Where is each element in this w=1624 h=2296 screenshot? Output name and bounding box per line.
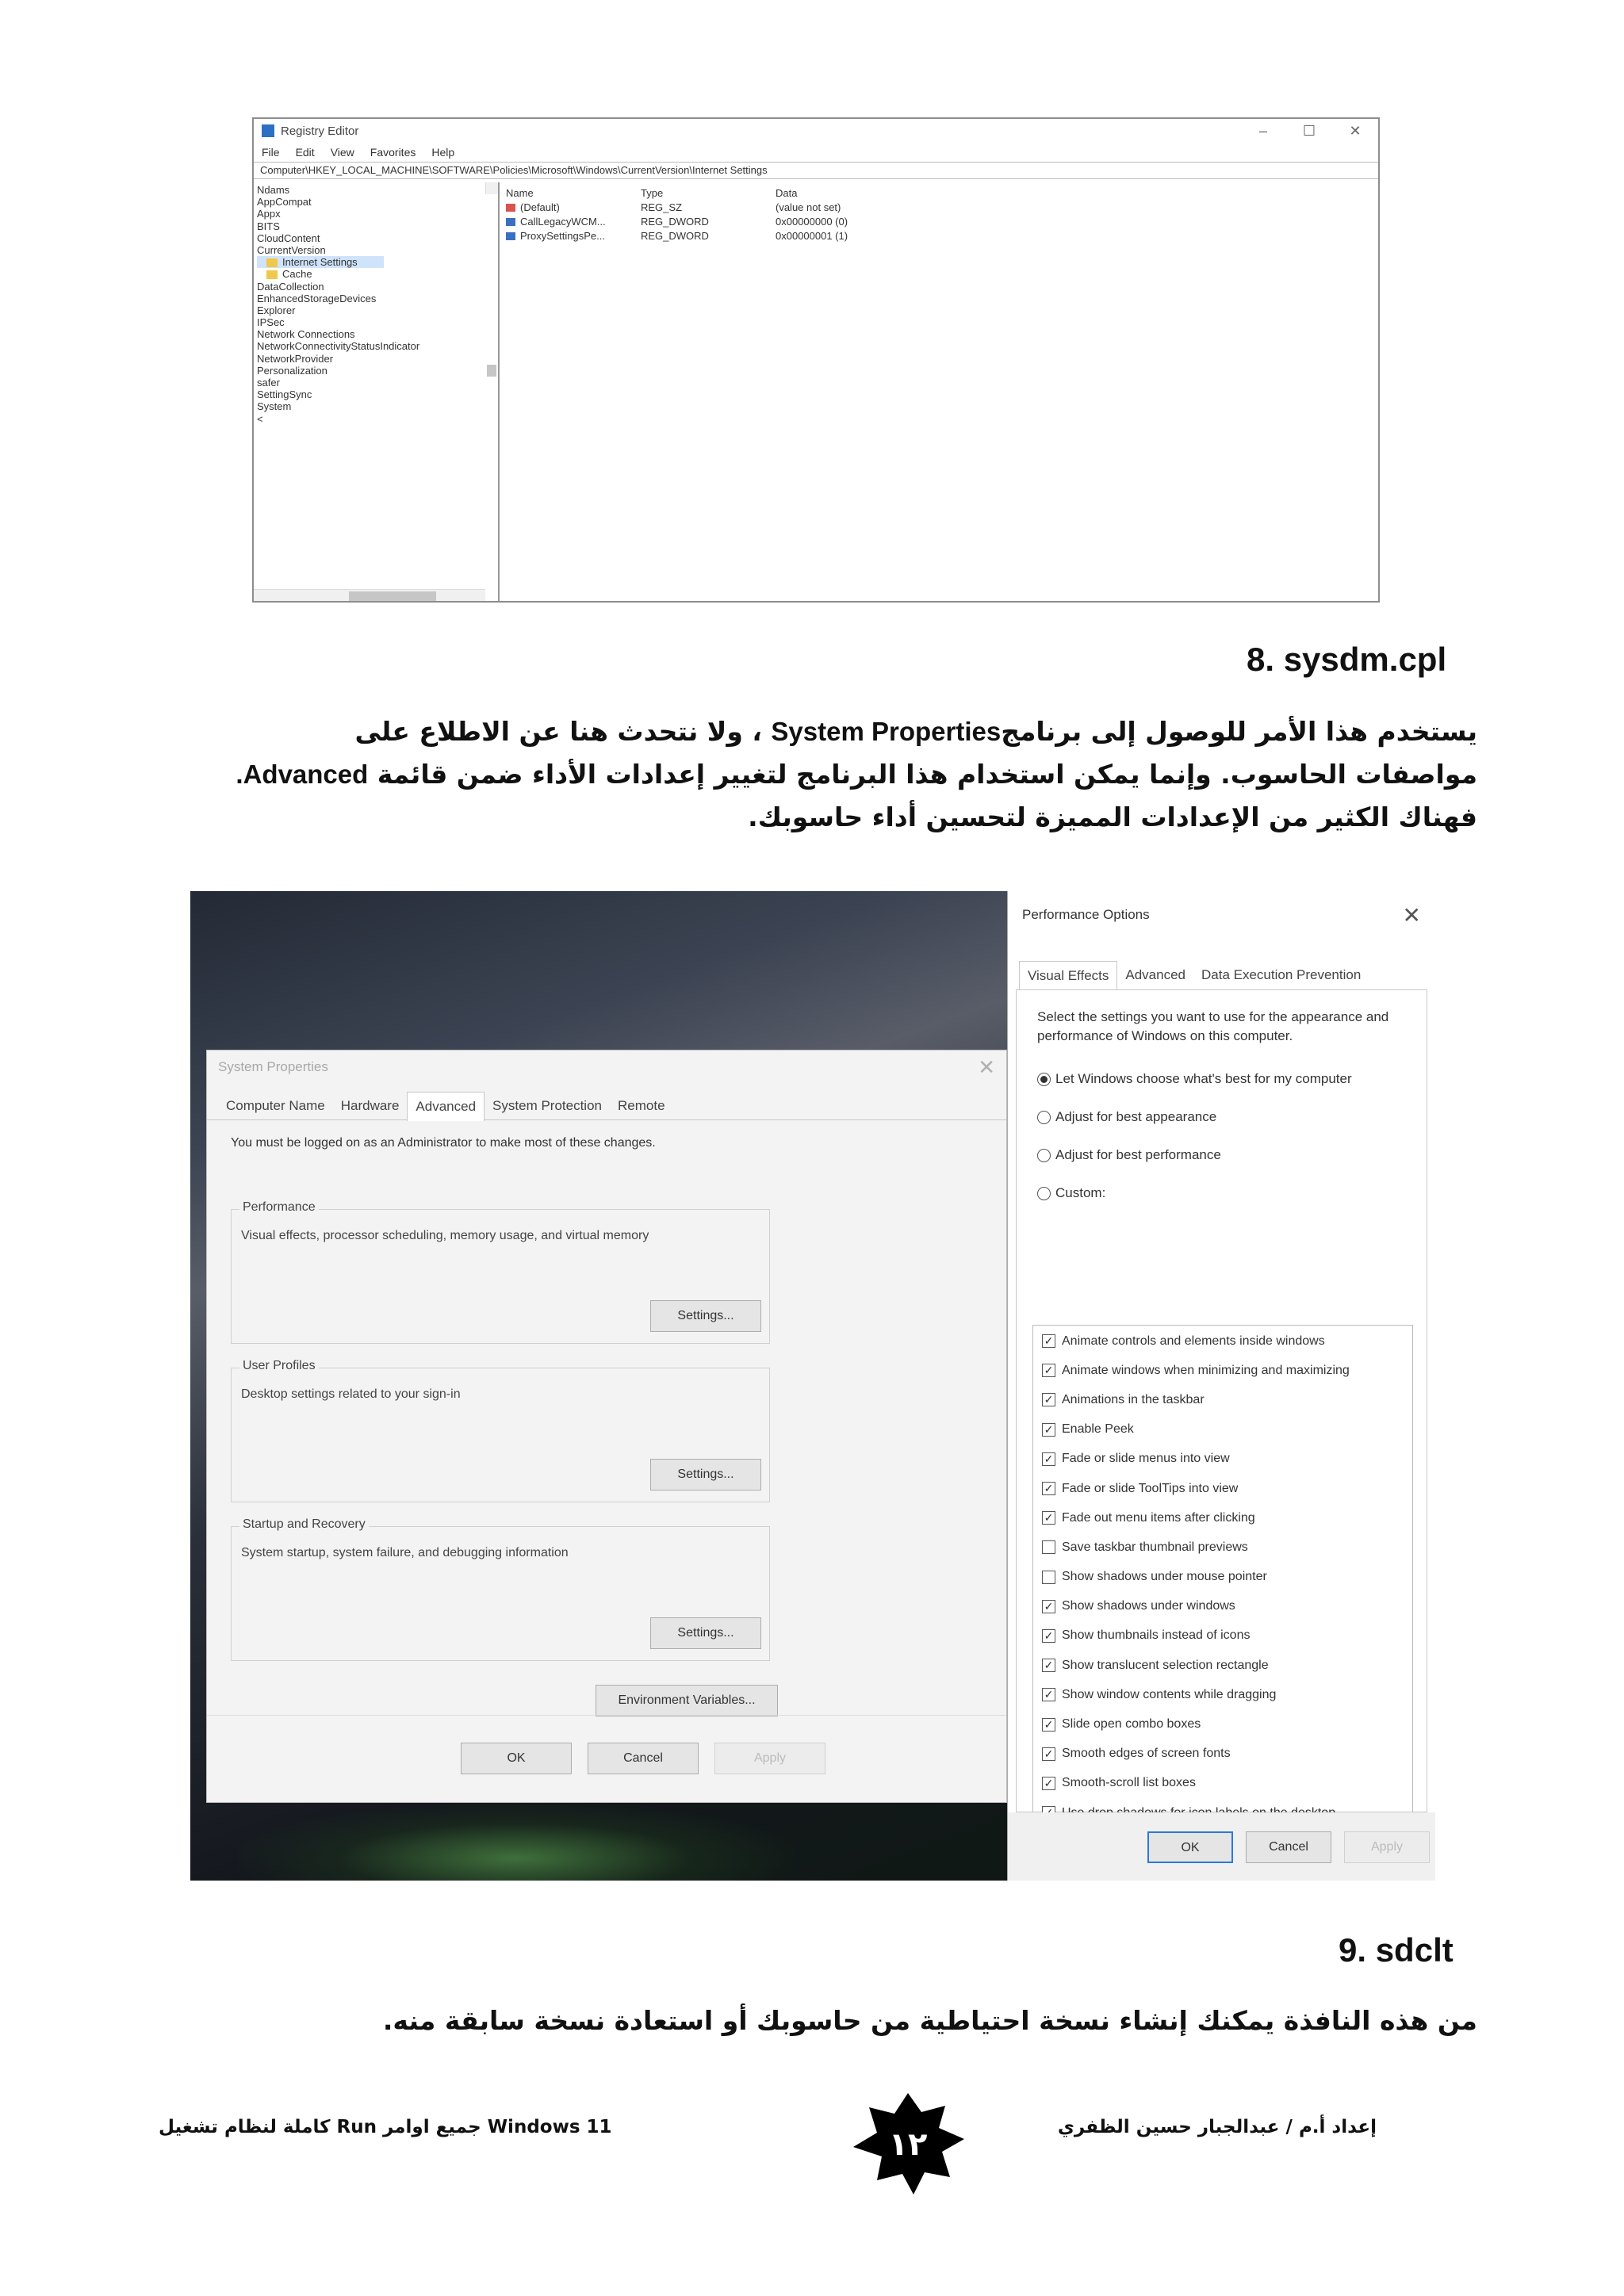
effect-label: Fade or slide ToolTips into view — [1062, 1481, 1239, 1495]
checkbox-checked-icon[interactable]: ✓ — [1042, 1600, 1055, 1613]
string-value-icon — [506, 204, 515, 212]
minimize-button[interactable]: – — [1258, 122, 1267, 139]
effect-label: Show shadows under mouse pointer — [1062, 1570, 1267, 1584]
apply-button[interactable]: Apply — [714, 1743, 825, 1774]
checkbox-checked-icon[interactable]: ✓ — [1042, 1334, 1055, 1348]
column-name[interactable]: Name — [506, 186, 534, 199]
system-properties-dialog — [206, 1050, 1007, 1803]
checkbox-checked-icon[interactable]: ✓ — [1042, 1659, 1055, 1672]
performance-options-dialog — [1007, 891, 1435, 1881]
effect-checkbox-row[interactable] — [1037, 1769, 1435, 1798]
footer-author: إعداد أ.م / عبدالجبار حسين الظفري — [1057, 2117, 1377, 2137]
effect-label: Fade or slide menus into view — [1062, 1452, 1230, 1466]
startup-settings-button[interactable]: Settings... — [650, 1617, 761, 1649]
tab-advanced[interactable]: Advanced — [1125, 967, 1185, 982]
effect-checkbox-row[interactable] — [1037, 1651, 1435, 1680]
effect-label: Enable Peek — [1062, 1422, 1134, 1437]
dword-value-icon — [506, 232, 515, 240]
effect-label: Show shadows under windows — [1062, 1599, 1235, 1613]
performance-footer — [1008, 1812, 1435, 1881]
admin-note: You must be logged on as an Administrator to make most of these changes. — [231, 1136, 656, 1150]
effect-label: Show window contents while dragging — [1062, 1687, 1277, 1701]
checkbox-checked-icon[interactable]: ✓ — [1042, 1718, 1055, 1732]
tab-hardware[interactable]: Hardware — [340, 1098, 400, 1113]
system-properties-screenshot — [190, 891, 1435, 1881]
tree-scroll-left[interactable]: < — [257, 412, 263, 425]
tree-item-selected[interactable]: Internet Settings — [257, 256, 384, 268]
section-9-heading: 9. sdclt — [1339, 1931, 1454, 1969]
section-8-heading: 8. sysdm.cpl — [1247, 641, 1447, 678]
tree-item[interactable]: SettingSync — [257, 388, 312, 401]
apply-button[interactable]: Apply — [1344, 1831, 1430, 1863]
group-description: Desktop settings related to your sign-in — [241, 1387, 461, 1401]
menu-edit[interactable]: Edit — [295, 146, 315, 159]
page-number-badge — [848, 2090, 967, 2198]
tree-item[interactable]: CurrentVersion — [257, 243, 326, 256]
section-9-text: من هذه النافذة يمكنك إنشاء نسخة احتياطية من حاسوبك أو استعادة نسخة سابقة منه. — [382, 2005, 1477, 2036]
cancel-button[interactable]: Cancel — [588, 1743, 699, 1774]
column-type[interactable]: Type — [641, 186, 664, 199]
checkbox-checked-icon[interactable]: ✓ — [1042, 1452, 1055, 1466]
tab-dep[interactable]: Data Execution Prevention — [1201, 967, 1362, 982]
effect-checkbox-row[interactable] — [1037, 1415, 1435, 1445]
tab-remote[interactable]: Remote — [618, 1098, 665, 1113]
system-properties-tabs — [207, 1092, 1006, 1120]
checkbox-checked-icon[interactable]: ✓ — [1042, 1747, 1055, 1761]
group-label: User Profiles — [239, 1359, 319, 1373]
effect-checkbox-row[interactable] — [1037, 1592, 1435, 1621]
dword-value-icon — [506, 218, 515, 226]
menu-view[interactable]: View — [330, 146, 354, 159]
close-icon[interactable]: ✕ — [978, 1055, 995, 1079]
tree-item[interactable]: DataCollection — [257, 280, 324, 293]
tree-item[interactable]: Personalization — [257, 364, 327, 377]
radio-icon — [1037, 1111, 1051, 1124]
tree-item[interactable]: System — [257, 400, 292, 413]
group-label: Performance — [239, 1200, 319, 1215]
radio-best-performance[interactable]: Adjust for best performance — [1037, 1136, 1427, 1174]
section-8-line-3: فهناك الكثير من الإعدادات المميزة لتحسين أداء حاسوبك. — [748, 802, 1477, 832]
effect-checkbox-row[interactable] — [1037, 1503, 1435, 1533]
ok-button[interactable]: OK — [461, 1743, 572, 1774]
registry-menubar — [254, 143, 1378, 162]
registry-tree[interactable] — [254, 182, 500, 601]
visual-effects-intro: Select the settings you want to use for the appearance and performance of Windows on this computer. — [1037, 1009, 1389, 1043]
tab-advanced[interactable]: Advanced — [407, 1092, 485, 1121]
menu-help[interactable]: Help — [431, 146, 455, 159]
effect-checkbox-row[interactable] — [1037, 1563, 1435, 1592]
value-row[interactable]: (Default) REG_SZ (value not set) — [506, 200, 1372, 214]
effect-checkbox-row[interactable] — [1037, 1385, 1435, 1414]
user-profiles-settings-button[interactable]: Settings... — [650, 1459, 761, 1490]
system-properties-footer — [207, 1715, 1006, 1802]
tab-system-protection[interactable]: System Protection — [492, 1098, 602, 1113]
radio-best-appearance[interactable]: Adjust for best appearance — [1037, 1098, 1427, 1136]
checkbox-checked-icon[interactable]: ✓ — [1042, 1482, 1055, 1495]
wallpaper-glow — [238, 1803, 793, 1881]
registry-titlebar — [254, 119, 1378, 143]
section-8-line-2: مواصفات الحاسوب. وإنما يمكن استخدام هذا البرنامج لتغيير إعدادات الأداء ضمن قائمة Advanced. — [236, 759, 1477, 790]
folder-icon — [266, 258, 278, 267]
effect-checkbox-row[interactable] — [1037, 1709, 1435, 1739]
ok-button[interactable]: OK — [1147, 1831, 1233, 1863]
performance-settings-button[interactable]: Settings... — [650, 1300, 761, 1332]
checkbox-unchecked-icon[interactable] — [1042, 1571, 1055, 1584]
tree-item[interactable]: Network Connections — [257, 328, 355, 341]
effect-checkbox-row[interactable] — [1037, 1739, 1435, 1769]
tree-item[interactable]: Appx — [257, 208, 281, 220]
tree-item[interactable]: IPSec — [257, 316, 285, 329]
close-button[interactable]: ✕ — [1349, 122, 1362, 139]
registry-title: Registry Editor — [281, 124, 359, 138]
tree-horizontal-scrollbar[interactable] — [254, 589, 485, 601]
effect-label: Save taskbar thumbnail previews — [1062, 1540, 1248, 1554]
effect-label: Fade out menu items after clicking — [1062, 1510, 1255, 1525]
tree-item[interactable]: Ndams — [257, 184, 290, 196]
effect-label: Slide open combo boxes — [1062, 1717, 1201, 1732]
footer-title: Windows 11 جميع اوامر Run كاملة لنظام تشغيل — [159, 2117, 612, 2137]
checkbox-checked-icon[interactable]: ✓ — [1042, 1423, 1055, 1437]
tree-item[interactable]: CloudContent — [257, 232, 320, 244]
radio-selected-icon — [1037, 1073, 1051, 1086]
scroll-thumb[interactable] — [487, 365, 496, 377]
tree-item[interactable]: AppCompat — [257, 196, 312, 209]
effect-label: Show translucent selection rectangle — [1062, 1658, 1269, 1672]
tree-item[interactable]: safer — [257, 377, 280, 388]
effect-checkbox-row[interactable] — [1037, 1680, 1435, 1709]
tree-item[interactable]: BITS — [257, 220, 280, 232]
effect-label: Smooth-scroll list boxes — [1062, 1776, 1196, 1790]
tree-item[interactable]: NetworkConnectivityStatusIndicator — [257, 340, 420, 353]
group-description: System startup, system failure, and debugging information — [241, 1546, 569, 1559]
effect-checkbox-row[interactable] — [1037, 1356, 1435, 1385]
performance-options-title: Performance Options — [1022, 907, 1150, 922]
value-row[interactable]: CallLegacyWCM... REG_DWORD 0x00000000 (0) — [506, 214, 1372, 228]
tree-item[interactable]: NetworkProvider — [257, 352, 334, 365]
group-description: Visual effects, processor scheduling, memory usage, and virtual memory — [241, 1229, 649, 1242]
column-data[interactable]: Data — [776, 186, 798, 199]
environment-variables-button[interactable]: Environment Variables... — [596, 1685, 778, 1716]
scroll-thumb[interactable] — [349, 591, 436, 603]
effect-checkbox-row[interactable] — [1037, 1533, 1435, 1562]
radio-custom[interactable]: Custom: — [1037, 1174, 1427, 1212]
registry-app-icon — [262, 124, 274, 137]
folder-icon — [266, 270, 278, 279]
tab-computer-name[interactable]: Computer Name — [226, 1098, 325, 1113]
checkbox-checked-icon[interactable]: ✓ — [1042, 1629, 1055, 1643]
effect-checkbox-row[interactable] — [1037, 1621, 1435, 1651]
user-profiles-group — [231, 1359, 770, 1502]
menu-favorites[interactable]: Favorites — [370, 146, 416, 159]
tree-item[interactable]: EnhancedStorageDevices — [257, 292, 377, 304]
effect-checkbox-row[interactable] — [1037, 1445, 1435, 1474]
startup-recovery-group — [231, 1517, 770, 1661]
checkbox-checked-icon[interactable]: ✓ — [1042, 1777, 1055, 1790]
effects-checkbox-list — [1037, 1326, 1435, 1827]
effect-label: Show thumbnails instead of icons — [1062, 1628, 1251, 1643]
effect-label: Animations in the taskbar — [1062, 1392, 1205, 1406]
effect-label: Animate controls and elements inside windows — [1062, 1334, 1325, 1348]
effect-label: Animate windows when minimizing and maximizing — [1062, 1363, 1350, 1377]
visual-effects-panel — [1016, 989, 1427, 1812]
performance-tabs — [1016, 961, 1369, 989]
tree-item[interactable]: Explorer — [257, 304, 296, 316]
group-label: Startup and Recovery — [239, 1517, 369, 1532]
menu-file[interactable]: File — [262, 146, 280, 159]
checkbox-checked-icon[interactable]: ✓ — [1042, 1393, 1055, 1406]
registry-values-pane — [500, 182, 1378, 601]
close-icon[interactable]: ✕ — [1402, 903, 1421, 928]
page-number: ١٢ — [888, 2126, 928, 2163]
radio-icon — [1037, 1187, 1051, 1200]
effect-checkbox-row[interactable] — [1037, 1326, 1435, 1356]
value-row[interactable]: ProxySettingsPe... REG_DWORD 0x00000001 (1) — [506, 228, 1372, 243]
checkbox-checked-icon[interactable]: ✓ — [1042, 1511, 1055, 1525]
checkbox-checked-icon[interactable]: ✓ — [1042, 1364, 1055, 1377]
performance-group — [231, 1200, 770, 1344]
effect-label: Smooth edges of screen fonts — [1062, 1747, 1231, 1761]
effect-checkbox-row[interactable] — [1037, 1474, 1435, 1503]
section-8-line-1: يستخدم هذا الأمر للوصول إلى برنامجSystem Properties ، ولا نتحدث هنا عن الاطلاع على — [354, 716, 1477, 747]
address-bar[interactable]: Computer\HKEY_LOCAL_MACHINE\SOFTWARE\Policies\Microsoft\Windows\CurrentVersion\Internet Settings — [254, 162, 1378, 179]
maximize-button[interactable]: ☐ — [1302, 122, 1316, 139]
radio-let-windows-choose[interactable]: Let Windows choose what's best for my computer — [1037, 1060, 1427, 1098]
checkbox-checked-icon[interactable]: ✓ — [1042, 1688, 1055, 1701]
tree-vertical-scrollbar[interactable] — [485, 182, 498, 194]
tree-item[interactable]: Cache — [257, 268, 495, 280]
tab-visual-effects[interactable]: Visual Effects — [1019, 961, 1117, 990]
cancel-button[interactable]: Cancel — [1246, 1831, 1331, 1863]
registry-editor-screenshot — [252, 117, 1380, 603]
radio-icon — [1037, 1149, 1051, 1162]
checkbox-unchecked-icon[interactable] — [1042, 1540, 1055, 1554]
values-header — [506, 186, 1372, 200]
system-properties-title: System Properties — [218, 1059, 328, 1074]
